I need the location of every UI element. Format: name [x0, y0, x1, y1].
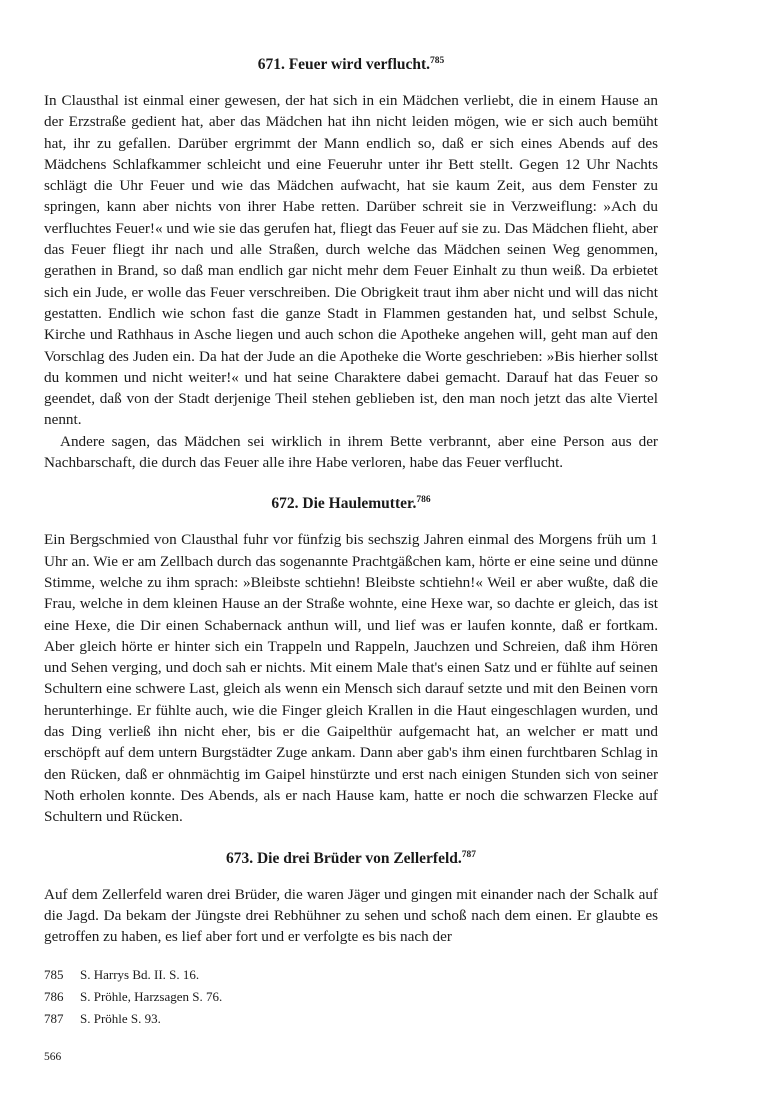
paragraph: In Clausthal ist einmal einer gewesen, der hat sich in ein Mädchen verliebt, die in einem Hause an der Erzstraße gedient hat, aber das Mädchen hat ihn nicht leiden mögen, wie er sich auch bemüht hat, ihr zu gefallen. Darüber ergrimmt der Mann endlich so, daß er sich eines Abends auf des Mädchens Schlafkammer schleicht und eine Feueruhr unter ihr Bett stellt. Gegen 12 Uhr Nachts schlägt die Uhr Feuer und wie das Mädchen aufwacht, hat sie kaum Zeit, aus dem Fenster zu springen, kann aber nichts von ihrer Habe retten. Darüber schreit sie in Verzweiflung: »Ach du verfluchtes Feuer!« und wie sie das gerufen hat, fliegt das Feuer auf sie zu. Das Mädchen flieht, aber das Feuer fliegt ihr nach und alle Straßen, durch welche das Mädchen seinen Weg genommen, gerathen in Brand, so daß man endlich gar nicht mehr dem Feuer Einhalt zu thun weiß. Da erbietet sich ein Jude, er wolle das Feuer verschreiben. Die Obrigkeit traut ihm aber nicht und will das nicht gestatten. Endlich wie schon fast die ganze Stadt in Flammen gestanden hat, und selbst Schule, Kirche und Rathhaus in Asche liegen und auch schon die Apotheke angehen will, geht man auf den Vorschlag des Juden ein. Da hat der Jude an die Apotheke die Worte geschrieben: »Bis hierher sollst du kommen und nicht weiter!« und hat seine Charaktere dabei gemacht. Darauf hat das Feuer so geendet, daß von der Stadt derjenige Theil stehen geblieben ist, den man noch jetzt das alte Viertel nennt.	[44, 92, 658, 429]
section-title: 673. Die drei Brüder von Zellerfeld.$^{787}$	[225, 849, 477, 867]
footnote-ref[interactable]: 785	[430, 56, 445, 66]
footnote-text: S. Pröhle, Harzsagen S. 76.	[80, 989, 223, 1004]
footnote-number: 785	[44, 967, 64, 982]
paragraph: Auf dem Zellerfeld waren drei Brüder, die waren Jäger und gingen mit einander nach der Schalk auf die Jagd. Da bekam der Jüngste drei Rebhühner zu sehen und schoß nach dem einen. Er glaubte es getroffen zu haben, es lief aber fort und er verfolgte es bis nach der	[44, 885, 658, 946]
footnote-ref[interactable]: 787	[461, 849, 477, 860]
footnote-text: S. Harrys Bd. II. S. 16.	[80, 967, 200, 982]
footnote-item	[44, 964, 658, 986]
paragraph: Andere sagen, das Mädchen sei wirklich in ihrem Bette verbrannt, aber eine Person aus der Nachbarschaft, die durch das Feuer alle ihre Habe verloren, habe das Feuer verflucht.	[44, 432, 658, 472]
footnote-ref[interactable]: 786	[416, 495, 431, 506]
section-673	[44, 844, 658, 948]
footnote-item	[44, 986, 658, 1008]
main-text	[44, 50, 658, 947]
section-671	[44, 50, 658, 473]
paragraph: Ein Bergschmied von Clausthal fuhr vor fünfzig bis sechszig Jahren einmal des Morgens früh um 1 Uhr an. Wie er am Zellbach durch das sogenannte Prachtgäßchen kam, hörte er eine seine und dünne Stimme, welche zu ihm sprach: »Bleibste schtiehn! Bleibste schtiehn!« Weil er aber wußte, daß die Frau, welche in dem kleinen Hause an der Straße wohnte, eine Hexe war, so dachte er gleich, das ist eine Hexe, die Dir einen Schabernack anthun will, und lief was er laufen konnte, daß er fortkam. Aber gleich hörte er hinter sich ein Trappeln und Rappeln, Jauchzen und Schreien, daß ihm Hören und Sehen verging, und doch sah er nichts. Mit einem Male that's einen Satz und er fühlte auf seinen Schultern eine schwere Last, gleich als wenn ein Mensch sich darauf setzte und mit den Beinen vorn herunterhinge. Er fühlte auch, wie die Finger gleich Krallen in die Haut eingeschlagen wurden, und das Ding verließ ihn nicht eher, bis er die Gaipelthür aufgemacht hat, an welcher er matt und erschöpft auf dem untern Burgstädter Zuge ankam. Dann aber gab's ihm einen furchtbaren Schlag in den Rücken, daß er ohnmächtig im Gaipel hinstürzte und erst nach einigen Stunden sich von seiner Noth erholen konnte. Des Abends, als er nach Hause kam, hatte er noch die schwarzen Flecke auf Schultern und Rücken.	[44, 531, 658, 826]
footnote-text: S. Pröhle S. 93.	[80, 1011, 161, 1026]
section-title: 671. Feuer wird verflucht.$^{785}$	[257, 56, 445, 73]
footnote-item	[44, 1008, 658, 1030]
section-title: 672. Die Haulemutter.$^{786}$	[271, 495, 431, 513]
footnote-number: 787	[44, 1011, 64, 1026]
footnote-number: 786	[44, 989, 64, 1004]
page-number: 566	[44, 1051, 62, 1063]
section-672	[44, 489, 658, 827]
footnotes	[44, 964, 658, 1030]
